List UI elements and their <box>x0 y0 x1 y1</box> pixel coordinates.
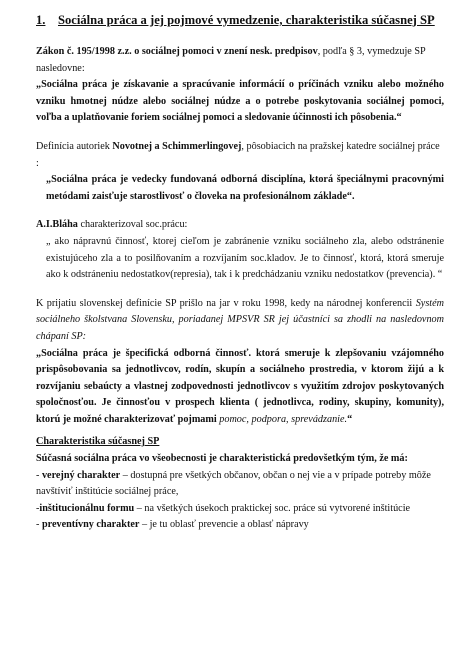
list-item-text: – dostupná pre všetkých občanov, občan o nej vie a v prípade potreby môže navštíviť inštitúcie sociálnej práce, <box>36 469 431 498</box>
slovak-definition-italic: pomoc, podpora, sprevádzanie. <box>219 413 348 425</box>
blaha-name: A.I.Bláha <box>36 219 78 231</box>
slovak-intro-lead: K prijatiu slovenskej definície SP prišlo na jar v roku 1998, kedy na národnej konferencii <box>36 297 416 309</box>
list-item: -inštitucionálnu formu – na všetkých úsekoch praktickej soc. práce sú vytvorené inštitúcie <box>36 502 411 514</box>
list-item-text: – na všetkých úsekoch praktickej soc. práce sú vytvorené inštitúcie <box>134 502 411 514</box>
slovak-intro-italic: Systém sociálneho školstvana Slovensku, poriadanej MPSVR SR jej účastníci sa zhodli na nasledovnom chápaní SP: <box>36 297 444 342</box>
list-item: - verejný charakter – dostupná pre všetkých občanov, občan o nej vie a v prípade potreby môže navštíviť inštitúcie sociálnej práce, <box>36 469 431 498</box>
blaha-tail: charakterizoval soc.prácu: <box>77 219 188 231</box>
paragraph-blaha-definition: „ ako nápravnú činnosť, ktorej cieľom je zabránenie vzniku sociálneho zla, alebo odstránenie existujúceho zla a to posilňovaním a rozvíjaním soc.kladov. Je to činnosť, ktorá, ktorá smeruje ako k odstráneniu nedostatkov(represia), tak i k predchádzaniu vzniku nedostatkov (prevencia). “ <box>46 235 444 281</box>
paragraph-authors-definition: „Sociálna práca je vedecky fundovaná odborná disciplína, ktorá špeciálnymi pracovnými metódami zaisťuje starostlivosť o človeka na profesionálnom základe“. <box>46 174 444 202</box>
section-heading <box>36 12 444 28</box>
heading-title: Sociálna práca a jej pojmové vymedzenie, charakteristika súčasnej SP <box>58 13 435 27</box>
list-item-term: inštitucionálnu formu <box>39 502 135 514</box>
paragraph-authors <box>36 139 444 172</box>
authors-names: Novotnej a Schimmerlingovej <box>112 140 242 152</box>
paragraph-blaha <box>36 217 444 234</box>
law-tail: , podľa § 3, vymedzuje SP nasledovne: <box>36 46 426 74</box>
slovak-definition-end: “ <box>347 413 353 425</box>
subsection-intro: Súčasná sociálna práca vo všeobecnosti je charakteristická predovšetkým tým, že má: <box>36 453 408 465</box>
list-item-term: verejný charakter <box>41 469 121 481</box>
law-reference: Zákon č. 195/1998 z.z. o sociálnej pomoci v znení nesk. predpisov <box>36 46 318 57</box>
paragraph-law-definition: „Sociálna práca je získavanie a spracúvanie informácií o príčinách vzniku alebo možného vzniku hmotnej núdze alebo sociálnej núdze a o potrebe poskytovania sociálnej pomoci, voľba a uplatňovanie foriem sociálnej pomoci a sledovanie účinnosti ich pôsobenia.“ <box>36 79 444 124</box>
authors-tail: , pôsobiacich na pražskej katedre sociálnej práce : <box>36 140 440 169</box>
list-item: - preventívny charakter – je tu oblasť prevencie a oblasť nápravy <box>36 519 309 531</box>
slovak-definition-bold: „Sociálna práca je špecifická odborná činnosť. ktorá smeruje k zlepšovaniu vzájomného prispôsobovania sa jednotlivcov, rodín, skupín a sociálneho prostredia, v ktorom žijú a k rozvíjaniu sebaúcty a vlastnej zodpovednosti jednotlivcov s využitím zdrojov poskytovaných spoločnosťou. Je činnosťou v prospech klienta ( jednotlivca, rodiny, skupiny, komunity), ktorú je možné charakterizovať pojmami <box>36 347 444 425</box>
paragraph-law <box>36 44 444 77</box>
authors-lead: Definícia autoriek <box>36 140 113 152</box>
paragraph-slovak-definition <box>36 346 444 429</box>
list-item-term: preventívny charakter <box>41 519 140 531</box>
heading-number: 1. <box>36 13 46 27</box>
paragraph-slovak-definition-intro <box>36 296 444 346</box>
list-item-text: – je tu oblasť prevencie a oblasť nápravy <box>139 519 309 531</box>
subsection-title: Charakteristika súčasnej SP <box>36 436 160 448</box>
